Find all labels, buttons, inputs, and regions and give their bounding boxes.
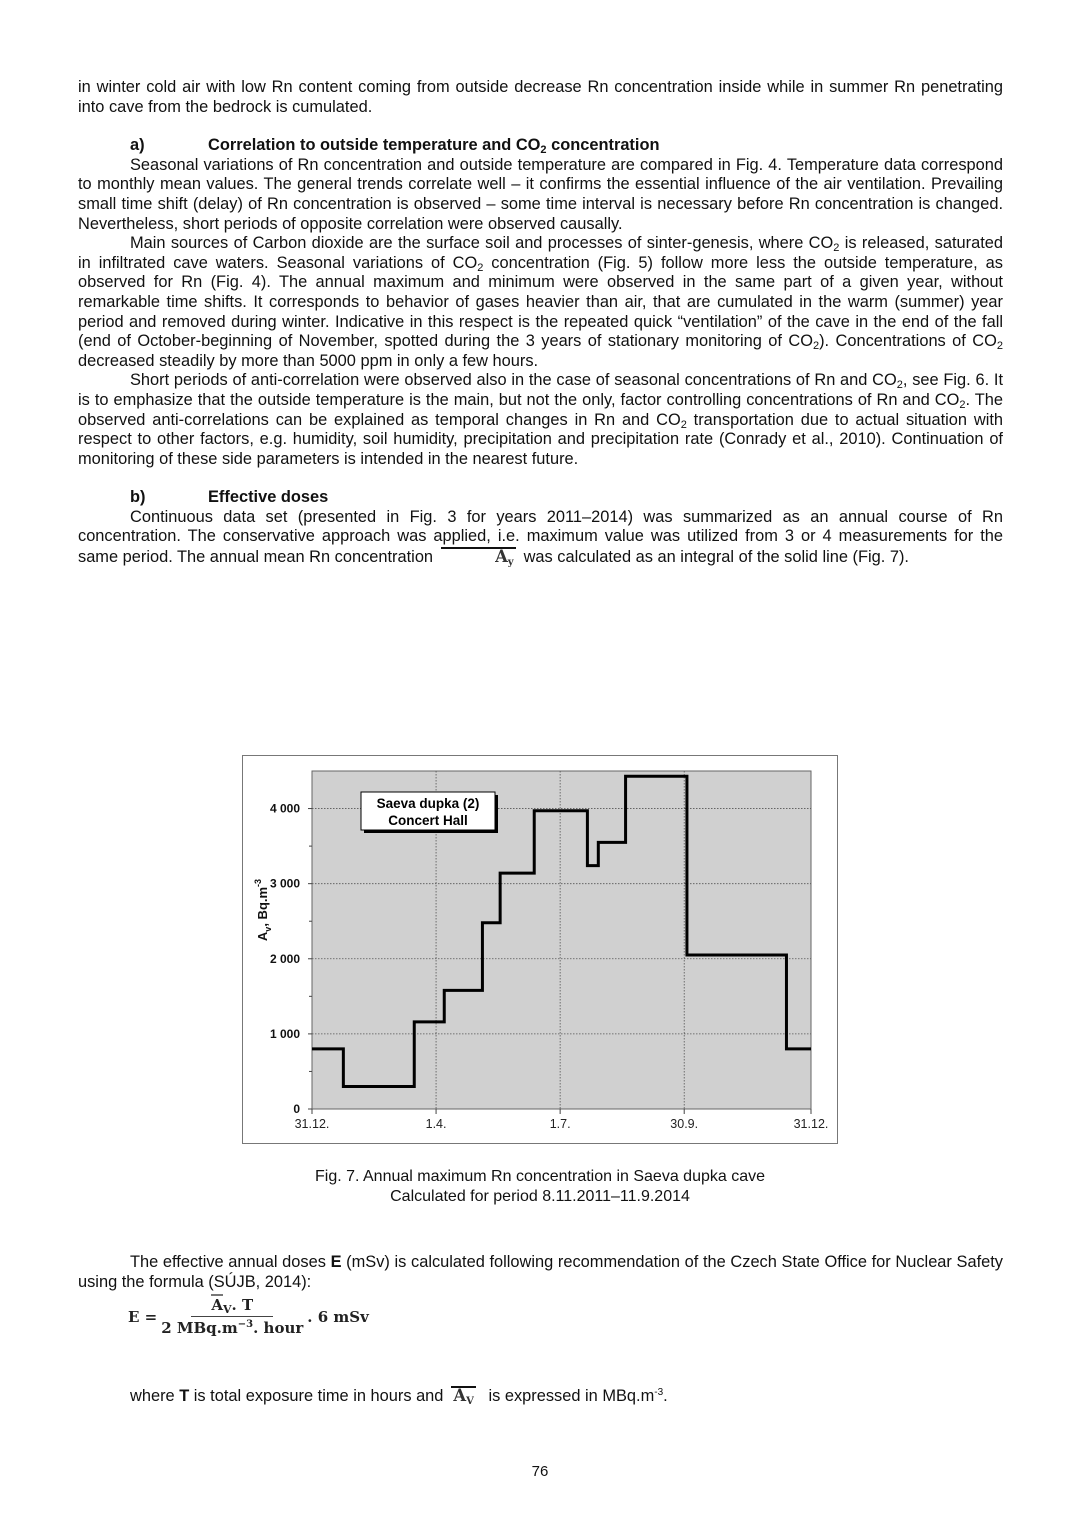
x-tick-label: 31.12. xyxy=(294,1117,330,1131)
body-text xyxy=(78,78,1003,571)
mean-activity-symbol-2: AV xyxy=(451,1386,475,1410)
paragraph-3: Short periods of anti-correlation were observed also in the case of seasonal concentrations of Rn and $CO_2$, see Fig. 6. It is to emphasize that the outside temperature is the main, but not the only, factor controlling concentrations of Rn and $CO_2$. The observed anti-correlations can be explained as temporal changes in Rn and $CO_2$ transportation due to actual situation with respect to other factors, e.g. humidity, soil humidity, precipitation and precipitation rate (Conrady et al., 2010). Continuation of monitoring of these side parameters is intended in the nearest future. xyxy=(78,371,1004,468)
formula-explanation: where T is total exposure time in hours and AV is expressed in $MBq.m^{-3}$. xyxy=(130,1386,668,1410)
step-chart xyxy=(243,756,839,1145)
formula-denominator: 2 $MBq.m^{-3}$. hour xyxy=(161,1319,304,1337)
formula-lhs: E = xyxy=(128,1307,158,1326)
legend-text: Concert Hall xyxy=(388,813,468,828)
y-tick-label: 1 000 xyxy=(269,1026,300,1041)
page-number: 76 xyxy=(531,1463,549,1480)
caption-line-1: Fig. 7. Annual maximum Rn concentration in Saeva dupka cave xyxy=(314,1168,766,1185)
y-axis-label: $A_v$, $Bq.m^{-3}$ xyxy=(253,878,273,942)
x-tick-label: 1.7. xyxy=(549,1117,571,1131)
section-b-heading xyxy=(78,488,1003,508)
figure-caption xyxy=(0,1167,1080,1207)
y-tick-label: 4 000 xyxy=(269,801,300,816)
y-tick-label: 0 xyxy=(293,1102,300,1116)
section-a-title: Correlation to outside temperature and $CO_2$ concentration xyxy=(208,136,660,157)
section-a-number: a) xyxy=(130,136,145,155)
paragraph-2: Main sources of Carbon dioxide are the surface soil and processes of sinter-genesis, where $CO_2$ is released, saturated in infiltrated cave waters. Seasonal variations of $CO_2$ concentration (Fig. 5) follow more less the outside temperature, as observed for Rn (Fig. 4). The annual maximum and minimum were observed in the same part of a given year, without remarkable time shifts. It corresponds to behavior of gases heavier than air, that are cumulated in the warm (summer) year period and removed during winter. Indicative in this respect is the repeated quick “ventilation” of the cave in the end of the fall (end of October-beginning of November, spotted during the 3 years of stationary monitoring of $CO_2$). Concentrations of $CO_2$ decreased steadily by more than 5000 ppm in only a few hours. xyxy=(78,234,1003,370)
x-tick-label: 1.4. xyxy=(425,1117,447,1131)
section-b-number: b) xyxy=(130,488,146,507)
paragraph-1: Seasonal variations of Rn concentration and outside temperature are compared in Fig. 4. Temperature data correspond to monthly mean values. The general trends correlate well – it confirms the essential influence of the air ventilation. Prevailing small time shift (delay) of Rn concentration is observed – some time interval is necessary before Rn concentration is changed. Nevertheless, short periods of opposite correlation were observed causally. xyxy=(78,155,1003,233)
y-tick-label: 3 000 xyxy=(269,876,300,891)
mean-activity-symbol: Ay xyxy=(441,547,516,571)
legend-text: Saeva dupka (2) xyxy=(376,796,480,811)
x-tick-label: 31.12. xyxy=(793,1117,829,1131)
paragraph-4: Continuous data set (presented in Fig. 3 for years 2011–2014) was summarized as an annual course of Rn concentration. The conservative approach was applied, i.e. maximum value was utilized from 3 or 4 measurements for the same period. The annual mean Rn concentration Ay was calculated as an integral of the solid line (Fig. 7). xyxy=(78,508,1003,571)
y-tick-label: 2 000 xyxy=(269,951,300,966)
formula-tail: . 6 mSv xyxy=(307,1307,369,1326)
section-b-title: Effective doses xyxy=(208,488,329,507)
formula-fraction xyxy=(161,1296,303,1337)
formula-numerator: $A_V$. T xyxy=(191,1296,273,1317)
x-tick-label: 30.9. xyxy=(670,1117,699,1131)
section-a-heading xyxy=(78,136,1003,156)
caption-line-2: Calculated for period 8.11.2011–11.9.2014 xyxy=(390,1188,690,1205)
dose-formula xyxy=(128,1296,369,1337)
paragraph-0: in winter cold air with low Rn content coming from outside decrease Rn concentration inside while in summer Rn penetrating into cave from the bedrock is cumulated. xyxy=(78,78,1003,116)
formula-intro: The effective annual doses E (mSv) is calculated following recommendation of the Czech State Office for Nuclear Safety using the formula (SÚJB, 2014): xyxy=(78,1253,1004,1291)
figure-7-chart xyxy=(242,755,838,1144)
